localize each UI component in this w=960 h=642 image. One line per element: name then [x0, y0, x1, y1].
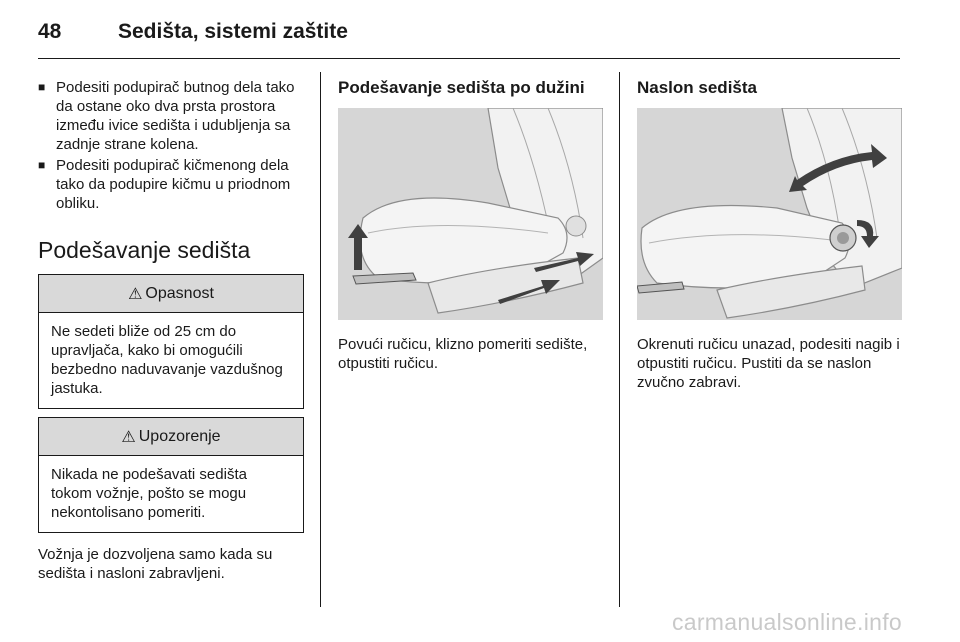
warning-box-header	[39, 418, 303, 456]
page-number: 48	[38, 20, 62, 43]
section-heading: Podešavanje sedišta	[38, 237, 251, 263]
column-right	[637, 78, 902, 392]
danger-box-title: Opasnost	[145, 284, 214, 302]
sub-heading: Podešavanje sedišta po dužini	[338, 78, 585, 97]
column-divider-1	[320, 72, 321, 607]
danger-box-text: Ne sedeti bliže od 25 cm do upravljača, kako bi omogućili bezbedno naduvavanje vazdušnog jastuka.	[51, 323, 283, 397]
page-header	[38, 20, 348, 44]
watermark: carmanualsonline.info	[671, 609, 902, 635]
figure-caption: Povući ručicu, klizno pomeriti sedište, otpustiti ručicu.	[338, 336, 588, 372]
bullet-list	[38, 78, 304, 213]
bullet-icon: ■	[38, 158, 46, 172]
warning-icon: ⚠	[128, 285, 143, 303]
warning-icon: ⚠	[121, 428, 136, 446]
danger-box-header	[39, 275, 303, 313]
warning-box-text: Nikada ne podešavati sedišta tokom vožnje, pošto se mogu nekontolisano pomeriti.	[51, 466, 247, 521]
section-title: Sedišta, sistemi zaštite	[118, 20, 348, 43]
backrest-illustration	[637, 108, 902, 320]
column-middle	[338, 78, 603, 373]
bullet-text: Podesiti podupirač kičmenong dela tako da podupire kičmu u priodnom obliku.	[56, 157, 291, 212]
figure-caption: Okrenuti ručicu unazad, podesiti nagib i otpustiti ručicu. Pustiti da se naslon zvučno zabravi.	[637, 336, 900, 391]
sub-heading: Naslon sedišta	[637, 78, 757, 97]
danger-box	[38, 274, 304, 409]
column-left	[38, 78, 304, 583]
header-rule	[38, 58, 900, 59]
seat-slide-drawing	[338, 108, 603, 320]
column-divider-2	[619, 72, 620, 607]
warning-box	[38, 417, 304, 533]
body-paragraph: Vožnja je dozvoljena samo kada su sedišta i nasloni zabravljeni.	[38, 546, 273, 582]
bullet-text: Podesiti podupirač butnog dela tako da ostane oko dva prsta prostora između ivice sedišta i udubljenja sa zadnje strane kolena.	[56, 79, 295, 153]
backrest-drawing	[637, 108, 902, 320]
warning-box-title: Upozorenje	[138, 427, 221, 445]
seat-slide-illustration	[338, 108, 603, 320]
list-item	[38, 78, 304, 154]
bullet-icon: ■	[38, 80, 46, 94]
list-item	[38, 156, 304, 213]
